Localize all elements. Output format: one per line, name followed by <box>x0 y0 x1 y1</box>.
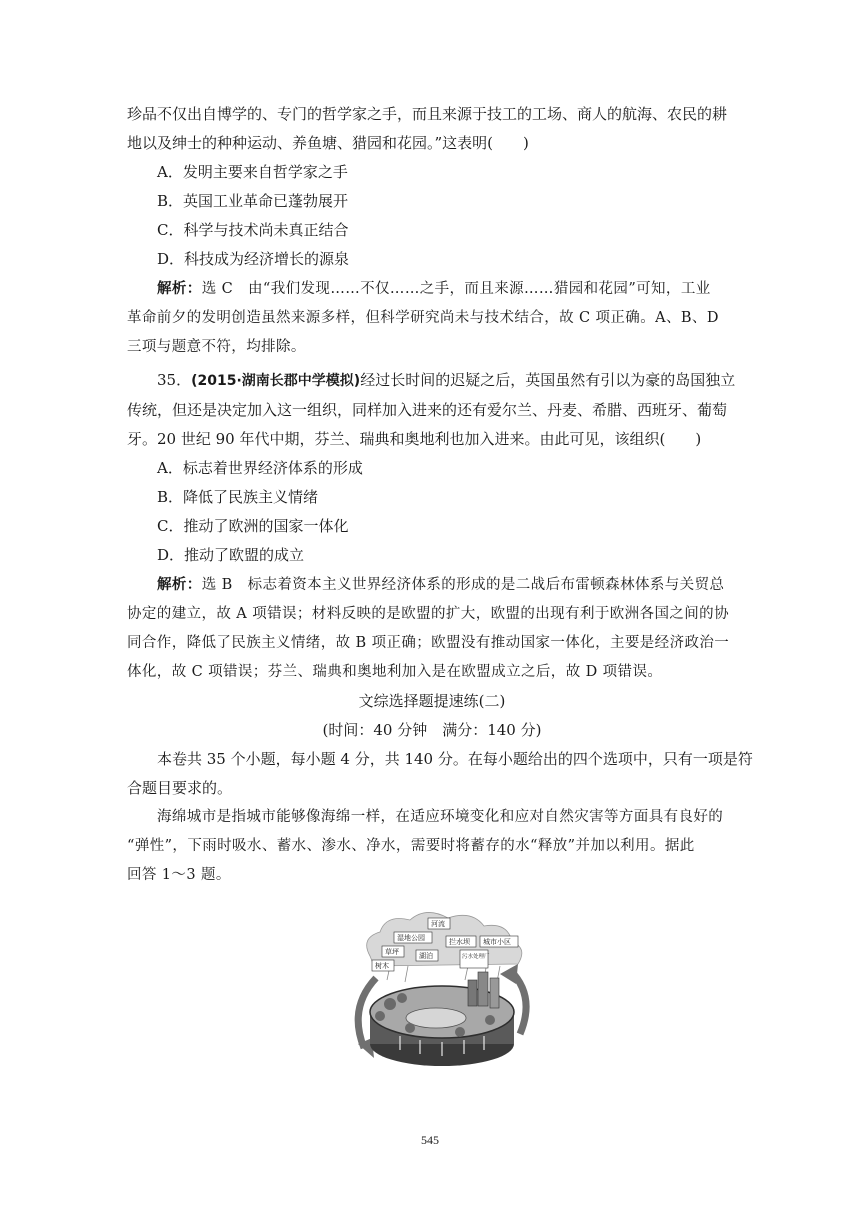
question-number: 35． <box>157 371 192 389</box>
building-shape <box>468 980 477 1006</box>
sponge-city-illustration <box>350 908 535 1078</box>
arrow-head-icon <box>500 964 518 984</box>
passage-line: 回答 1～3 题。 <box>127 867 231 883</box>
q35-option-b: B．降低了民族主义情绪 <box>157 488 319 506</box>
label-lake: 湖泊 <box>419 952 433 960</box>
q34-analysis-line <box>127 274 737 304</box>
analysis-label: 解析： <box>157 280 202 297</box>
document-page <box>127 100 753 890</box>
q35-analysis-line <box>127 570 737 600</box>
building-shape <box>490 978 499 1008</box>
label-tree: 树木 <box>375 962 389 970</box>
section-title: 文综选择题提速练(二) <box>358 692 506 710</box>
q34-option-b: B．英国工业革命已蓬勃展开 <box>157 192 349 210</box>
q35-stem-line: 牙。20 世纪 90 年代中期，芬兰、瑞典和奥地利也加入进来。由此可见，该组织( ) <box>127 430 702 448</box>
passage-line: 海绵城市是指城市能够像海绵一样，在适应环境变化和应对自然灾害等方面具有良好的 <box>157 809 724 825</box>
q35-option-c: C．推动了欧洲的国家一体化 <box>157 517 349 535</box>
lake-shape <box>406 1008 466 1028</box>
question-35 <box>127 366 737 687</box>
q35-analysis-line: 协定的建立，故 A 项错误；材料反映的是欧盟的扩大，欧盟的出现有利于欧洲各国之间的协 <box>127 606 729 622</box>
q35-analysis-line: 同合作，降低了民族主义情绪，故 B 项正确；欧盟没有推动国家一体化，主要是经济政治一 <box>127 635 730 651</box>
q35-stem-text: 经过长时间的迟疑之后，英国虽然有引以为豪的岛国独立 <box>360 371 736 389</box>
label-wetland-park: 湿地公园 <box>397 934 425 942</box>
section-intro-line: 本卷共 35 个小题，每小题 4 分，共 140 分。在每小题给出的四个选项中，只有一项是符 <box>157 750 753 768</box>
q34-analysis-line: 革命前夕的发明创造虽然来源多样，但科学研究尚未与技术结合，故 C 项正确。A、B、D <box>127 310 719 326</box>
passage <box>127 803 737 890</box>
analysis-text: 选 C 由“我们发现……不仅……之手，而且来源……猎园和花园”可知，工业 <box>201 281 711 297</box>
section-header <box>127 687 753 803</box>
label-river: 河流 <box>431 920 445 928</box>
label-community: 城市小区 <box>483 938 511 946</box>
label-sewage: 污水处理厂 <box>462 954 490 960</box>
label-dam: 拦水坝 <box>449 938 470 946</box>
q34-stem-line: 地以及绅士的种种运动、养鱼塘、猎园和花园。”这表明( ) <box>127 134 529 152</box>
question-source: (2015·湖南长郡中学模拟) <box>191 373 361 389</box>
passage-line: “弹性”，下雨时吸水、蓄水、渗水、净水，需要时将蓄存的水“释放”并加以利用。据此 <box>127 838 695 854</box>
q34-stem-line: 珍品不仅出自博学的、专门的哲学家之手，而且来源于技工的工场、商人的航海、农民的耕 <box>127 105 728 123</box>
page-number: 545 <box>421 1133 439 1147</box>
analysis-label: 解析： <box>157 576 202 593</box>
q35-analysis-line: 体化，故 C 项错误；芬兰、瑞典和奥地利加入是在欧盟成立之后，故 D 项错误。 <box>127 664 663 680</box>
q35-option-a: A．标志着世界经济体系的形成 <box>157 459 363 477</box>
q35-option-d: D．推动了欧盟的成立 <box>157 546 305 564</box>
q34-option-a: A．发明主要来自哲学家之手 <box>157 163 348 181</box>
q35-stem-line: 传统，但还是决定加入这一组织，同样加入进来的还有爱尔兰、丹麦、希腊、西班牙、葡萄 <box>127 401 728 419</box>
q34-option-c: C．科学与技术尚未真正结合 <box>157 221 349 239</box>
section-intro-line: 合题目要求的。 <box>127 779 233 797</box>
section-subtitle: (时间：40 分钟 满分：140 分) <box>322 721 542 739</box>
q35-stem-line <box>127 366 737 396</box>
building-shape <box>478 972 488 1006</box>
q34-option-d: D．科技成为经济增长的源泉 <box>157 250 350 268</box>
sponge-city-diagram <box>350 908 535 1078</box>
question-34 <box>127 100 737 362</box>
label-lawn: 草坪 <box>385 948 399 956</box>
analysis-text: 选 B 标志着资本主义世界经济体系的形成的是二战后布雷顿森林体系与关贸总 <box>201 577 725 593</box>
q34-analysis-line: 三项与题意不符，均排除。 <box>127 339 306 355</box>
